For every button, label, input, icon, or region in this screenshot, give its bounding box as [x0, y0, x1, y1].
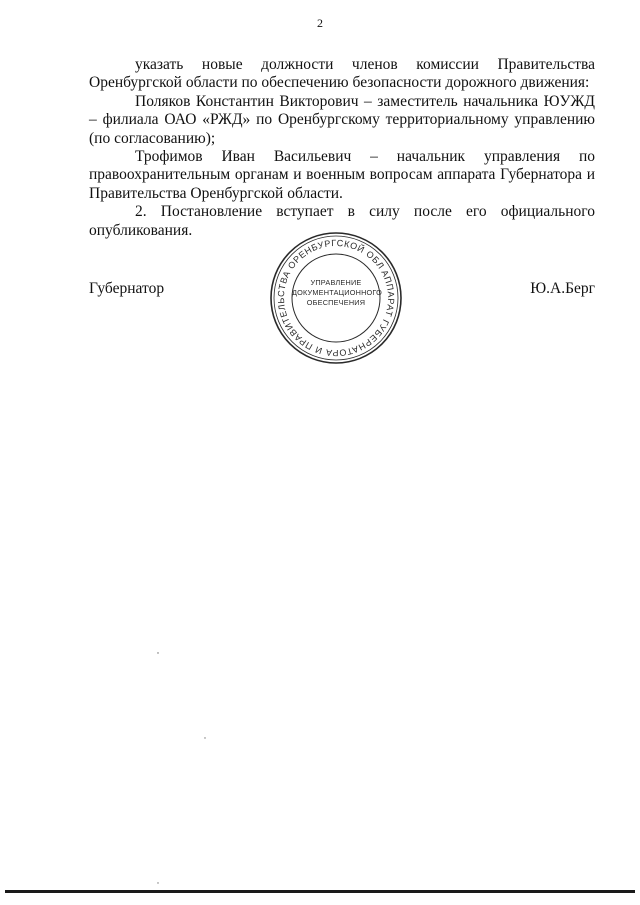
paragraph-effective-date: 2. Постановление вступает в силу после его официального опубликования. [89, 203, 595, 239]
scan-edge-bar [5, 890, 635, 893]
seal-center-line: ОБЕСПЕЧЕНИЯ [306, 298, 366, 307]
paragraph-trofimov: Трофимов Иван Васильевич – начальник управления по правоохранительным органам и военным вопросам аппарата Губернатора и Правительства Оренбургской области. [89, 148, 595, 202]
signature-name: Ю.А.Берг [530, 280, 595, 297]
seal-ring-text: АППАРАТ ГУБЕРНАТОРА И ПРАВИТЕЛЬСТВА ОРЕНБУРГСКОЙ ОБЛ [275, 237, 397, 359]
page-number: 2 [317, 16, 323, 30]
signature-title: Губернатор [89, 280, 165, 297]
paragraph-polyakov: Поляков Константин Викторович – заместитель начальника ЮУЖД – филиала ОАО «РЖД» по Оренбургскому территориальному управлению (по согласованию); [89, 92, 595, 147]
paragraph-positions-intro: указать новые должности членов комиссии Правительства Оренбургской области по обеспечению безопасности дорожного движения: [89, 56, 595, 92]
seal-center-line: УПРАВЛЕНИЕ [310, 278, 362, 287]
seal-center-line: ДОКУМЕНТАЦИОННОГО [292, 288, 383, 297]
